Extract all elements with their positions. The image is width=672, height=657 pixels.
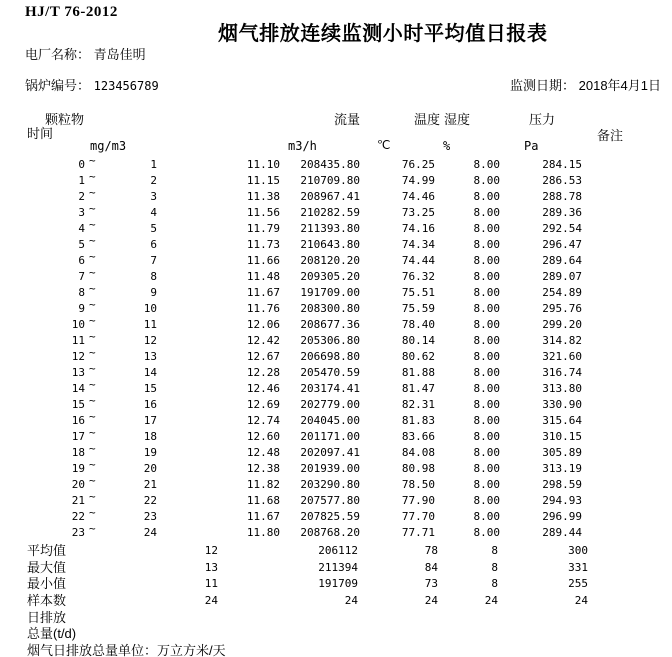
- summary-label: 样本数: [27, 593, 67, 608]
- unit-pressure: Pa: [524, 139, 539, 153]
- tilde-separator: ~: [89, 522, 96, 535]
- table-row: [0, 314, 672, 333]
- tilde-separator: ~: [89, 218, 96, 231]
- tilde-separator: ~: [89, 442, 96, 455]
- tilde-separator: ~: [89, 474, 96, 487]
- hour-start-value: 9: [78, 302, 85, 315]
- monitor-date-value: 2018年4月1日: [578, 78, 662, 93]
- table-row: [0, 330, 672, 349]
- table-row: [0, 394, 672, 413]
- humidity-value: 8.00: [473, 238, 500, 251]
- summary-row: [0, 593, 672, 609]
- pressure-value: 289.36: [542, 206, 582, 219]
- temp-value: 75.51: [401, 286, 435, 299]
- monitor-date-row: [510, 75, 661, 94]
- hour-end-value: 22: [143, 494, 157, 507]
- tilde-separator: ~: [89, 490, 96, 503]
- pressure-value: 296.99: [542, 510, 582, 523]
- hour-start-value: 11: [71, 334, 85, 347]
- pm-value: 12.42: [246, 334, 280, 347]
- table-row: [0, 282, 672, 301]
- flow-value: 202779.00: [300, 398, 360, 411]
- hour-start-value: 6: [78, 254, 85, 267]
- table-row: [0, 154, 672, 173]
- temp-value: 77.71: [401, 526, 435, 539]
- humidity-value: 8.00: [473, 318, 500, 331]
- flow-value: 208120.20: [300, 254, 360, 267]
- summary-row: [0, 543, 672, 559]
- hour-start-value: 4: [78, 222, 85, 235]
- temp-value: 84.08: [401, 446, 435, 459]
- hour-start-value: 22: [71, 510, 85, 523]
- temp-value: 75.59: [401, 302, 435, 315]
- pressure-value: 284.15: [542, 158, 582, 171]
- temp-value: 74.99: [401, 174, 435, 187]
- tilde-separator: ~: [89, 186, 96, 199]
- tilde-separator: ~: [89, 298, 96, 311]
- humidity-value: 8.00: [473, 222, 500, 235]
- hour-start-value: 20: [71, 478, 85, 491]
- pm-value: 11.73: [246, 238, 280, 251]
- table-row: [0, 218, 672, 237]
- flow-value: 208435.80: [300, 158, 360, 171]
- hour-end-value: 7: [150, 254, 157, 267]
- pressure-value: 295.76: [542, 302, 582, 315]
- hour-start-value: 16: [71, 414, 85, 427]
- table-row: [0, 378, 672, 397]
- table-row: [0, 426, 672, 445]
- hour-end-value: 15: [143, 382, 157, 395]
- tilde-separator: ~: [89, 362, 96, 375]
- humidity-value: 8.00: [473, 286, 500, 299]
- pm-value: 12: [204, 544, 218, 557]
- flow-value: 210282.59: [300, 206, 360, 219]
- hour-end-value: 12: [143, 334, 157, 347]
- humidity-value: 8.00: [473, 270, 500, 283]
- table-row: [0, 474, 672, 493]
- humidity-value: 8.00: [473, 302, 500, 315]
- pm-value: 11: [204, 577, 218, 590]
- temp-value: 76.25: [401, 158, 435, 171]
- tilde-separator: ~: [89, 346, 96, 359]
- col-header-humidity: 湿度: [444, 112, 471, 127]
- humidity-value: 8.00: [473, 398, 500, 411]
- temp-value: 84: [424, 561, 438, 574]
- summary-label: 平均值: [27, 543, 67, 558]
- tilde-separator: ~: [89, 170, 96, 183]
- pressure-value: 313.19: [542, 462, 582, 475]
- hour-end-value: 4: [150, 206, 157, 219]
- table-row: [0, 506, 672, 525]
- boiler-no-row: [25, 75, 159, 94]
- report-title: 烟气排放连续监测小时平均值日报表: [218, 23, 548, 45]
- flow-value: 24: [344, 594, 358, 607]
- col-header-temperature: 温度: [414, 112, 441, 127]
- flow-value: 205306.80: [300, 334, 360, 347]
- col-header-remark: 备注: [597, 128, 624, 143]
- table-row: [0, 250, 672, 269]
- table-row: [0, 362, 672, 381]
- humidity-value: 8.00: [473, 190, 500, 203]
- monitor-date-label: 监测日期：: [510, 78, 576, 93]
- pressure-value: 288.78: [542, 190, 582, 203]
- pm-value: 12.74: [246, 414, 280, 427]
- pressure-value: 316.74: [542, 366, 582, 379]
- humidity-value: 8.00: [473, 510, 500, 523]
- hour-end-value: 19: [143, 446, 157, 459]
- unit-flow: m3/h: [288, 139, 317, 153]
- pressure-value: 294.93: [542, 494, 582, 507]
- pm-value: 12.69: [246, 398, 280, 411]
- pm-value: 11.68: [246, 494, 280, 507]
- hour-end-value: 5: [150, 222, 157, 235]
- pm-value: 24: [204, 594, 218, 607]
- hour-end-value: 2: [150, 174, 157, 187]
- plant-name-value: 青岛佳明: [93, 47, 146, 62]
- hour-end-value: 24: [143, 526, 157, 539]
- table-row: [0, 202, 672, 221]
- hour-start-value: 15: [71, 398, 85, 411]
- summary-row: [0, 576, 672, 592]
- flow-value: 211393.80: [300, 222, 360, 235]
- temp-value: 80.62: [401, 350, 435, 363]
- boiler-no-value: 123456789: [93, 79, 159, 93]
- temp-value: 80.98: [401, 462, 435, 475]
- col-header-time: 时间: [27, 126, 54, 141]
- plant-name-label: 电厂名称：: [25, 47, 91, 62]
- hour-start-value: 0: [78, 158, 85, 171]
- temp-value: 83.66: [401, 430, 435, 443]
- pressure-value: 305.89: [542, 446, 582, 459]
- summary-label: 最小值: [27, 576, 67, 591]
- humidity-value: 8: [491, 561, 498, 574]
- tilde-separator: ~: [89, 266, 96, 279]
- table-row: [0, 170, 672, 189]
- hour-end-value: 21: [143, 478, 157, 491]
- pm-value: 11.38: [246, 190, 280, 203]
- temp-value: 81.83: [401, 414, 435, 427]
- hour-start-value: 7: [78, 270, 85, 283]
- tilde-separator: ~: [89, 282, 96, 295]
- hour-start-value: 19: [71, 462, 85, 475]
- hour-end-value: 20: [143, 462, 157, 475]
- hour-start-value: 23: [71, 526, 85, 539]
- pm-value: 13: [204, 561, 218, 574]
- flow-value: 201939.00: [300, 462, 360, 475]
- pm-value: 11.67: [246, 286, 280, 299]
- hour-start-value: 3: [78, 206, 85, 219]
- pm-value: 11.80: [246, 526, 280, 539]
- boiler-no-label: 锅炉编号：: [25, 78, 91, 93]
- temp-value: 74.34: [401, 238, 435, 251]
- pm-value: 11.10: [246, 158, 280, 171]
- flow-value: 203174.41: [300, 382, 360, 395]
- temp-value: 73.25: [401, 206, 435, 219]
- pressure-value: 254.89: [542, 286, 582, 299]
- tilde-separator: ~: [89, 394, 96, 407]
- humidity-value: 8.00: [473, 350, 500, 363]
- hour-start-value: 2: [78, 190, 85, 203]
- hour-end-value: 3: [150, 190, 157, 203]
- flow-value: 191709.00: [300, 286, 360, 299]
- flow-value: 206112: [318, 544, 358, 557]
- pm-value: 12.48: [246, 446, 280, 459]
- humidity-value: 8.00: [473, 206, 500, 219]
- standard-code: HJ/T 76-2012: [25, 4, 118, 20]
- hour-start-value: 5: [78, 238, 85, 251]
- hour-end-value: 14: [143, 366, 157, 379]
- pm-value: 12.28: [246, 366, 280, 379]
- temp-value: 77.90: [401, 494, 435, 507]
- summary-label: 最大值: [27, 560, 67, 575]
- pm-value: 11.79: [246, 222, 280, 235]
- pressure-value: 310.15: [542, 430, 582, 443]
- humidity-value: 8.00: [473, 446, 500, 459]
- col-header-pressure: 压力: [529, 112, 556, 127]
- table-row: [0, 410, 672, 429]
- humidity-value: 8.00: [473, 414, 500, 427]
- col-header-particulate: 颗粒物: [45, 112, 85, 127]
- flow-value: 209305.20: [300, 270, 360, 283]
- pm-value: 11.66: [246, 254, 280, 267]
- humidity-value: 8.00: [473, 254, 500, 267]
- humidity-value: 8.00: [473, 366, 500, 379]
- pm-value: 12.46: [246, 382, 280, 395]
- hour-end-value: 23: [143, 510, 157, 523]
- humidity-value: 8.00: [473, 158, 500, 171]
- unit-humidity: %: [443, 139, 451, 153]
- pressure-value: 289.07: [542, 270, 582, 283]
- temp-value: 77.70: [401, 510, 435, 523]
- temp-value: 74.46: [401, 190, 435, 203]
- table-row: [0, 490, 672, 509]
- tilde-separator: ~: [89, 314, 96, 327]
- temp-value: 74.44: [401, 254, 435, 267]
- pm-value: 11.82: [246, 478, 280, 491]
- humidity-value: 8.00: [473, 462, 500, 475]
- hour-start-value: 21: [71, 494, 85, 507]
- flow-value: 202097.41: [300, 446, 360, 459]
- hour-end-value: 17: [143, 414, 157, 427]
- flow-value: 210643.80: [300, 238, 360, 251]
- pressure-value: 296.47: [542, 238, 582, 251]
- tilde-separator: ~: [89, 250, 96, 263]
- pressure-value: 298.59: [542, 478, 582, 491]
- humidity-value: 8: [491, 577, 498, 590]
- hour-start-value: 12: [71, 350, 85, 363]
- pm-value: 11.15: [246, 174, 280, 187]
- flow-value: 206698.80: [300, 350, 360, 363]
- temp-value: 80.14: [401, 334, 435, 347]
- hour-end-value: 18: [143, 430, 157, 443]
- temp-value: 78.40: [401, 318, 435, 331]
- pressure-value: 286.53: [542, 174, 582, 187]
- pressure-value: 289.64: [542, 254, 582, 267]
- hour-end-value: 10: [143, 302, 157, 315]
- hour-start-value: 17: [71, 430, 85, 443]
- plant-name-row: [25, 44, 146, 63]
- pressure-value: 299.20: [542, 318, 582, 331]
- summary-row: [0, 560, 672, 576]
- humidity-value: 8.00: [473, 334, 500, 347]
- flow-value: 211394: [318, 561, 358, 574]
- pm-value: 12.67: [246, 350, 280, 363]
- hour-start-value: 14: [71, 382, 85, 395]
- pm-value: 11.67: [246, 510, 280, 523]
- daily-emission-label-line1: 日排放: [27, 610, 67, 625]
- hour-end-value: 1: [150, 158, 157, 171]
- humidity-value: 8.00: [473, 430, 500, 443]
- temp-value: 74.16: [401, 222, 435, 235]
- pm-value: 11.76: [246, 302, 280, 315]
- pressure-value: 300: [568, 544, 588, 557]
- humidity-value: 8.00: [473, 494, 500, 507]
- temp-value: 76.32: [401, 270, 435, 283]
- pressure-value: 330.90: [542, 398, 582, 411]
- pressure-value: 313.80: [542, 382, 582, 395]
- tilde-separator: ~: [89, 458, 96, 471]
- humidity-value: 8.00: [473, 382, 500, 395]
- pm-value: 12.38: [246, 462, 280, 475]
- flow-value: 205470.59: [300, 366, 360, 379]
- table-row: [0, 298, 672, 317]
- hour-start-value: 10: [71, 318, 85, 331]
- hour-start-value: 18: [71, 446, 85, 459]
- col-header-flow: 流量: [334, 112, 361, 127]
- flow-value: 208768.20: [300, 526, 360, 539]
- pressure-value: 289.44: [542, 526, 582, 539]
- temp-value: 73: [424, 577, 438, 590]
- hour-end-value: 11: [143, 318, 157, 331]
- emission-unit-note: 烟气日排放总量单位：万立方米/天: [27, 643, 226, 657]
- hour-end-value: 9: [150, 286, 157, 299]
- table-row: [0, 442, 672, 461]
- humidity-value: 8.00: [473, 478, 500, 491]
- daily-emission-label-line2: 总量(t/d): [27, 626, 77, 641]
- hour-end-value: 8: [150, 270, 157, 283]
- table-row: [0, 186, 672, 205]
- tilde-separator: ~: [89, 506, 96, 519]
- unit-temperature: ℃: [377, 138, 391, 152]
- tilde-separator: ~: [89, 154, 96, 167]
- humidity-value: 8.00: [473, 174, 500, 187]
- flow-value: 208300.80: [300, 302, 360, 315]
- pressure-value: 331: [568, 561, 588, 574]
- flow-value: 204045.00: [300, 414, 360, 427]
- hour-end-value: 13: [143, 350, 157, 363]
- temp-value: 81.88: [401, 366, 435, 379]
- temp-value: 78.50: [401, 478, 435, 491]
- tilde-separator: ~: [89, 410, 96, 423]
- flow-value: 191709: [318, 577, 358, 590]
- hour-end-value: 16: [143, 398, 157, 411]
- flow-value: 203290.80: [300, 478, 360, 491]
- humidity-value: 8.00: [473, 526, 500, 539]
- pressure-value: 321.60: [542, 350, 582, 363]
- temp-value: 78: [424, 544, 438, 557]
- pm-value: 12.60: [246, 430, 280, 443]
- tilde-separator: ~: [89, 330, 96, 343]
- hour-start-value: 8: [78, 286, 85, 299]
- tilde-separator: ~: [89, 202, 96, 215]
- flow-value: 207577.80: [300, 494, 360, 507]
- flow-value: 208677.36: [300, 318, 360, 331]
- pm-value: 12.06: [246, 318, 280, 331]
- temp-value: 24: [424, 594, 438, 607]
- tilde-separator: ~: [89, 234, 96, 247]
- humidity-value: 24: [484, 594, 498, 607]
- temp-value: 82.31: [401, 398, 435, 411]
- humidity-value: 8: [491, 544, 498, 557]
- table-row: [0, 458, 672, 477]
- pm-value: 11.56: [246, 206, 280, 219]
- tilde-separator: ~: [89, 378, 96, 391]
- pressure-value: 315.64: [542, 414, 582, 427]
- tilde-separator: ~: [89, 426, 96, 439]
- flow-value: 207825.59: [300, 510, 360, 523]
- temp-value: 81.47: [401, 382, 435, 395]
- pressure-value: 314.82: [542, 334, 582, 347]
- flow-value: 208967.41: [300, 190, 360, 203]
- pressure-value: 292.54: [542, 222, 582, 235]
- table-row: [0, 346, 672, 365]
- hour-start-value: 13: [71, 366, 85, 379]
- table-row: [0, 522, 672, 541]
- flow-value: 201171.00: [300, 430, 360, 443]
- pressure-value: 255: [568, 577, 588, 590]
- pressure-value: 24: [574, 594, 588, 607]
- flow-value: 210709.80: [300, 174, 360, 187]
- hour-start-value: 1: [78, 174, 85, 187]
- unit-particulate: mg/m3: [90, 139, 127, 153]
- table-row: [0, 266, 672, 285]
- hour-end-value: 6: [150, 238, 157, 251]
- pm-value: 11.48: [246, 270, 280, 283]
- table-row: [0, 234, 672, 253]
